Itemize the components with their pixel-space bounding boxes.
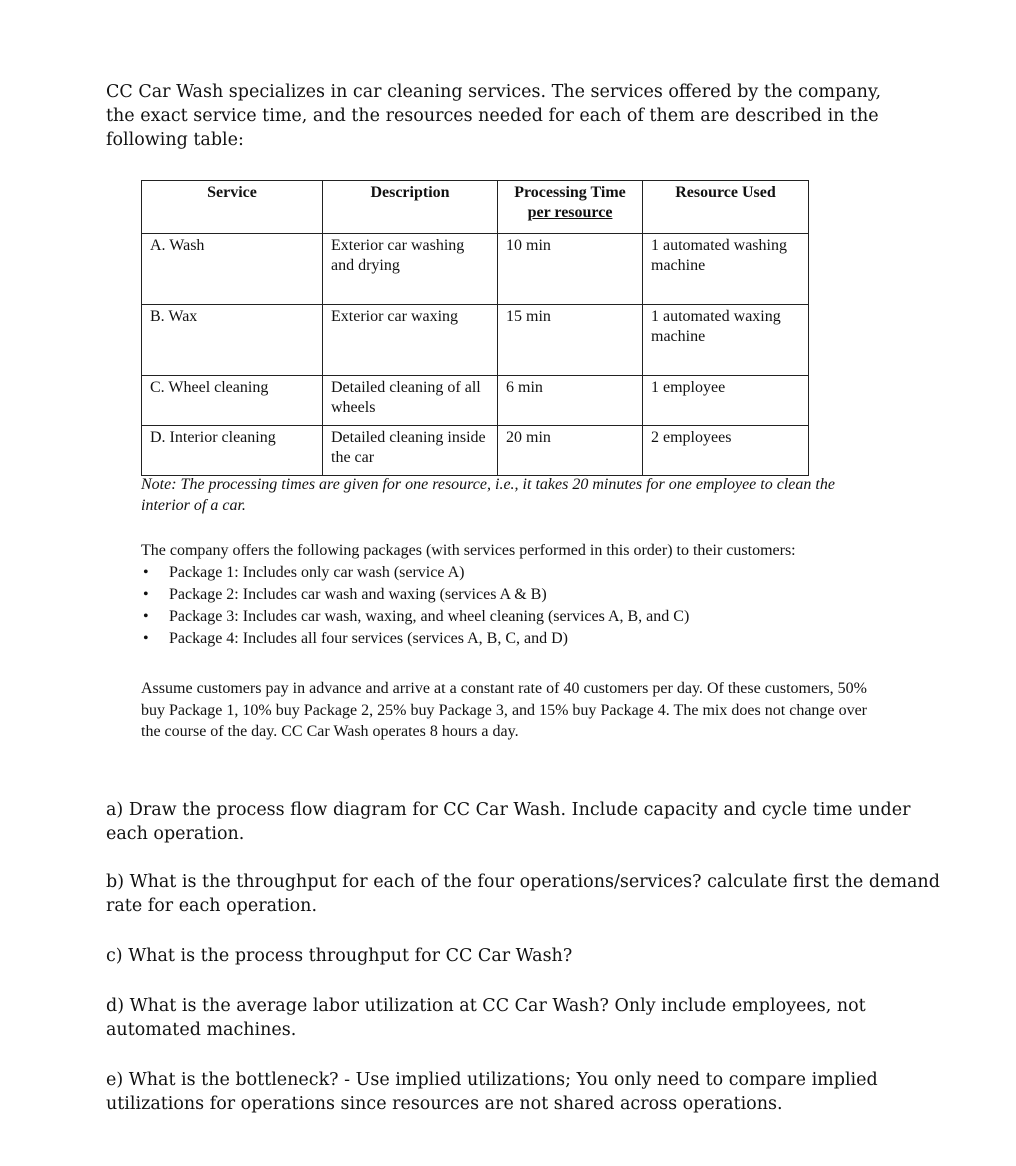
cell-time: 20 min (498, 426, 643, 476)
bullet-icon: • (143, 564, 149, 581)
bullet-icon: • (143, 630, 149, 647)
table-note: Note: The processing times are given for one resource, i.e., it takes 20 minutes for one employee to clean the interior of a car. (141, 476, 835, 514)
packages-list (141, 562, 689, 650)
question-a: a) Draw the process flow diagram for CC Car Wash. Include capacity and cycle time under each operation. (106, 800, 911, 844)
header-description: Description (323, 181, 498, 234)
question-d: d) What is the average labor utilization at CC Car Wash? Only include employees, not automated machines. (106, 996, 866, 1040)
package-text: Package 1: Includes only car wash (service A) (169, 564, 465, 581)
bullet-icon: • (143, 608, 149, 625)
cell-time: 15 min (498, 305, 643, 376)
header-processing-time-line1: Processing Time (514, 184, 626, 201)
list-item (141, 606, 689, 628)
header-processing-time-line2: per resource (527, 204, 613, 221)
table-row (142, 376, 809, 426)
question-b: b) What is the throughput for each of the four operations/services? calculate first the demand rate for each operation. (106, 872, 940, 916)
cell-resource: 1 automated washing machine (643, 234, 809, 305)
package-text: Package 2: Includes car wash and waxing (services A & B) (169, 586, 547, 603)
cell-description: Detailed cleaning of all wheels (323, 376, 498, 426)
cell-service: A. Wash (142, 234, 323, 305)
cell-service: D. Interior cleaning (142, 426, 323, 476)
intro-paragraph: CC Car Wash specializes in car cleaning services. The services offered by the company, the exact service time, and the resources needed for each of them are described in the following table: (106, 82, 882, 150)
cell-resource: 1 automated waxing machine (643, 305, 809, 376)
table-row (142, 426, 809, 476)
cell-resource: 2 employees (643, 426, 809, 476)
table-header-row (142, 181, 809, 234)
services-table (141, 180, 809, 476)
table-row (142, 234, 809, 305)
cell-time: 10 min (498, 234, 643, 305)
bullet-icon: • (143, 586, 149, 603)
cell-description: Exterior car washing and drying (323, 234, 498, 305)
cell-service: C. Wheel cleaning (142, 376, 323, 426)
header-processing-time (498, 181, 643, 234)
header-service: Service (142, 181, 323, 234)
cell-service: B. Wax (142, 305, 323, 376)
header-resource: Resource Used (643, 181, 809, 234)
packages-intro: The company offers the following packages (with services performed in this order) to their customers: (141, 542, 796, 559)
package-text: Package 3: Includes car wash, waxing, and wheel cleaning (services A, B, and C) (169, 608, 690, 625)
question-c: c) What is the process throughput for CC Car Wash? (106, 946, 573, 966)
list-item (141, 562, 689, 584)
question-e: e) What is the bottleneck? - Use implied utilizations; You only need to compare implied utilizations for operations since resources are not shared across operations. (106, 1070, 878, 1114)
table-row (142, 305, 809, 376)
cell-time: 6 min (498, 376, 643, 426)
cell-description: Exterior car waxing (323, 305, 498, 376)
cell-description: Detailed cleaning inside the car (323, 426, 498, 476)
list-item (141, 628, 689, 650)
package-text: Package 4: Includes all four services (services A, B, C, and D) (169, 630, 568, 647)
list-item (141, 584, 689, 606)
cell-resource: 1 employee (643, 376, 809, 426)
assumption-paragraph: Assume customers pay in advance and arrive at a constant rate of 40 customers per day. Of these customers, 50% buy Package 1, 10% buy Package 2, 25% buy Package 3, and 15% buy Package 4. The mix does not change over the course of the day. CC Car Wash operates 8 hours a day. (141, 680, 867, 740)
